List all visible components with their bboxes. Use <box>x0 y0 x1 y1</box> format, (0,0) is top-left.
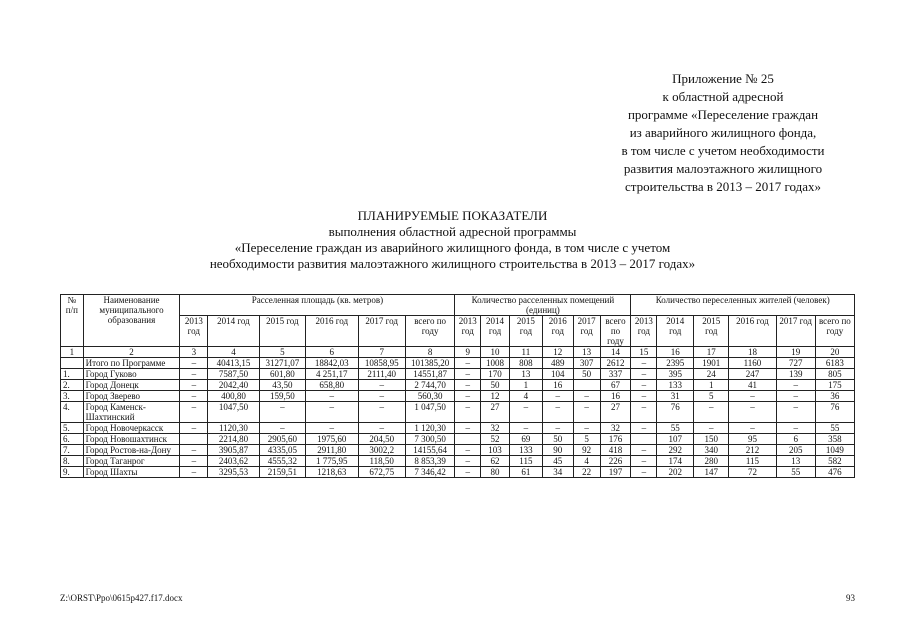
table-cell: – <box>631 445 657 456</box>
row-number: 4. <box>61 402 84 423</box>
table-cell: 52 <box>481 434 510 445</box>
table-cell: 22 <box>573 467 600 478</box>
table-row <box>61 445 855 456</box>
table-cell: – <box>776 423 815 434</box>
header-name: Наименование муниципального образования <box>83 295 180 347</box>
column-index-cell: 16 <box>657 347 694 358</box>
table-cell <box>455 434 481 445</box>
table-cell: – <box>573 402 600 423</box>
column-index-row <box>61 347 855 358</box>
column-index-cell: 5 <box>259 347 305 358</box>
table-cell: 104 <box>542 369 573 380</box>
table-cell: 2214,80 <box>208 434 259 445</box>
table-cell: 150 <box>694 434 729 445</box>
header-year: 2014 год <box>481 316 510 347</box>
table-cell <box>180 434 208 445</box>
header-group-people: Количество переселенных жителей (человек) <box>631 295 855 316</box>
table-cell: 45 <box>542 456 573 467</box>
table-cell: 489 <box>542 358 573 369</box>
header-year: 2017 год <box>573 316 600 347</box>
table-row <box>61 456 855 467</box>
title-line-4: необходимости развития малоэтажного жилищного строительства в 2013 – 2017 годах» <box>209 256 696 271</box>
table-cell: – <box>180 467 208 478</box>
table-cell: – <box>259 423 305 434</box>
table-cell: – <box>358 423 405 434</box>
column-index-cell: 2 <box>83 347 180 358</box>
table-cell: – <box>776 391 815 402</box>
table-cell: – <box>180 445 208 456</box>
table-cell: 601,80 <box>259 369 305 380</box>
table-cell: 18842,03 <box>306 358 359 369</box>
header-year: всего по году <box>600 316 631 347</box>
table-cell: 55 <box>657 423 694 434</box>
table-cell: 95 <box>729 434 776 445</box>
table-cell: – <box>573 391 600 402</box>
table-cell: 139 <box>776 369 815 380</box>
appendix-line: Приложение № 25 <box>672 71 774 86</box>
municipality-name: Город Новочеркасск <box>83 423 180 434</box>
municipality-name: Город Каменск-Шахтинский <box>83 402 180 423</box>
table-cell: – <box>358 380 405 391</box>
table-cell: – <box>509 423 542 434</box>
column-index-cell: 1 <box>61 347 84 358</box>
header-num: № п/п <box>61 295 84 347</box>
column-index-cell: 19 <box>776 347 815 358</box>
table-cell: – <box>455 391 481 402</box>
table-cell: – <box>306 402 359 423</box>
table-cell: 10858,95 <box>358 358 405 369</box>
header-year: 2015 год <box>259 316 305 347</box>
table-cell: 202 <box>657 467 694 478</box>
table-cell: – <box>694 423 729 434</box>
table-cell: 400,80 <box>208 391 259 402</box>
table-cell: 118,50 <box>358 456 405 467</box>
table-cell: 27 <box>600 402 631 423</box>
table-cell: 27 <box>481 402 510 423</box>
table-cell: – <box>306 423 359 434</box>
table-cell: 31 <box>657 391 694 402</box>
table-cell: 1901 <box>694 358 729 369</box>
header-year: 2017 год <box>358 316 405 347</box>
table-cell: 50 <box>481 380 510 391</box>
document-title <box>0 208 905 272</box>
table-cell: – <box>542 391 573 402</box>
table-cell: 8 853,39 <box>405 456 454 467</box>
municipality-name: Город Таганрог <box>83 456 180 467</box>
table-cell: 36 <box>815 391 854 402</box>
table-cell: 92 <box>573 445 600 456</box>
header-year: 2013 год <box>631 316 657 347</box>
table-cell: 2111,40 <box>358 369 405 380</box>
table-cell: – <box>180 402 208 423</box>
municipality-name: Город Ростов-на-Дону <box>83 445 180 456</box>
header-year: всего по году <box>815 316 854 347</box>
municipality-name: Город Зверево <box>83 391 180 402</box>
table-cell: 2403,62 <box>208 456 259 467</box>
table-cell: 337 <box>600 369 631 380</box>
column-index-cell: 12 <box>542 347 573 358</box>
column-index-cell: 17 <box>694 347 729 358</box>
table-cell: 80 <box>481 467 510 478</box>
table-row <box>61 434 855 445</box>
appendix-line: строительства в 2013 – 2017 годах» <box>624 179 822 194</box>
table-cell: 115 <box>729 456 776 467</box>
table-cell: 560,30 <box>405 391 454 402</box>
table-cell: – <box>180 391 208 402</box>
table-cell: – <box>729 391 776 402</box>
table-cell: 1008 <box>481 358 510 369</box>
table-cell: 2 744,70 <box>405 380 454 391</box>
table-row <box>61 467 855 478</box>
table-cell: 658,80 <box>306 380 359 391</box>
table-cell: 340 <box>694 445 729 456</box>
row-number <box>61 358 84 369</box>
table-cell: 197 <box>600 467 631 478</box>
table-cell: 4 <box>509 391 542 402</box>
table-cell: – <box>358 402 405 423</box>
table-cell: 7 300,50 <box>405 434 454 445</box>
table-cell: 2159,51 <box>259 467 305 478</box>
table-cell: 69 <box>509 434 542 445</box>
table-cell: – <box>180 369 208 380</box>
header-group-units: Количество расселенных помещений (единиц) <box>455 295 631 316</box>
row-number: 2. <box>61 380 84 391</box>
table-cell: – <box>631 456 657 467</box>
table-cell: – <box>776 402 815 423</box>
title-line-2: выполнения областной адресной программы <box>328 224 577 239</box>
table-cell: 13 <box>776 456 815 467</box>
table-cell: 1120,30 <box>208 423 259 434</box>
table-cell: 5 <box>694 391 729 402</box>
table-cell: 418 <box>600 445 631 456</box>
table-cell: – <box>180 380 208 391</box>
column-index-cell: 4 <box>208 347 259 358</box>
table-cell: – <box>509 402 542 423</box>
header-year: всего по году <box>405 316 454 347</box>
table-cell: 159,50 <box>259 391 305 402</box>
table-cell: 672,75 <box>358 467 405 478</box>
table-cell: – <box>306 391 359 402</box>
municipality-name: Город Новошахтинск <box>83 434 180 445</box>
header-year: 2014 год <box>657 316 694 347</box>
appendix-line: из аварийного жилищного фонда, <box>629 125 817 140</box>
table-cell: 805 <box>815 369 854 380</box>
table-cell: 14551,87 <box>405 369 454 380</box>
table-cell: – <box>358 391 405 402</box>
table-cell: 1160 <box>729 358 776 369</box>
table-cell: 280 <box>694 456 729 467</box>
title-line-3: «Переселение граждан из аварийного жилищного фонда, в том числе с учетом <box>234 240 671 255</box>
table-cell: 226 <box>600 456 631 467</box>
table-row <box>61 358 855 369</box>
table-cell: – <box>180 423 208 434</box>
header-year: 2015 год <box>509 316 542 347</box>
column-index-cell: 20 <box>815 347 854 358</box>
table-cell: 133 <box>657 380 694 391</box>
table-cell: – <box>631 423 657 434</box>
table-cell: – <box>631 402 657 423</box>
table-cell: 176 <box>600 434 631 445</box>
table-cell: 808 <box>509 358 542 369</box>
table-cell: 62 <box>481 456 510 467</box>
table-cell: 34 <box>542 467 573 478</box>
table-cell: 31271,07 <box>259 358 305 369</box>
table-head <box>61 295 855 347</box>
table-cell: 76 <box>815 402 854 423</box>
column-index-cell: 10 <box>481 347 510 358</box>
table-cell: 13 <box>509 369 542 380</box>
table-cell: 2042,40 <box>208 380 259 391</box>
table-cell: 7587,50 <box>208 369 259 380</box>
header-year: 2013 год <box>455 316 481 347</box>
table-cell: 147 <box>694 467 729 478</box>
table-cell: 476 <box>815 467 854 478</box>
table-cell: 3905,87 <box>208 445 259 456</box>
header-year: 2016 год <box>729 316 776 347</box>
table-cell: 6 <box>776 434 815 445</box>
file-path: Z:\ORST\Ppo\0615p427.f17.docx <box>60 593 183 603</box>
header-year: 2015 год <box>694 316 729 347</box>
row-number: 9. <box>61 467 84 478</box>
header-year: 2016 год <box>542 316 573 347</box>
appendix-line: развития малоэтажного жилищного <box>623 161 823 176</box>
row-number: 6. <box>61 434 84 445</box>
table-cell: 2911,80 <box>306 445 359 456</box>
table-cell: 16 <box>600 391 631 402</box>
table-cell: 103 <box>481 445 510 456</box>
table-row <box>61 380 855 391</box>
table-cell: 4 <box>573 456 600 467</box>
title-main: ПЛАНИРУЕМЫЕ ПОКАЗАТЕЛИ <box>357 208 548 223</box>
table-cell: 61 <box>509 467 542 478</box>
table-cell: – <box>631 380 657 391</box>
table-cell: – <box>455 467 481 478</box>
table-cell: 32 <box>600 423 631 434</box>
table-cell: 12 <box>481 391 510 402</box>
table-cell: 2395 <box>657 358 694 369</box>
table-cell: – <box>694 402 729 423</box>
table-cell: 40413,15 <box>208 358 259 369</box>
table-row <box>61 423 855 434</box>
table-cell: – <box>573 423 600 434</box>
table-row <box>61 402 855 423</box>
table-cell: 174 <box>657 456 694 467</box>
table-cell: 1218,63 <box>306 467 359 478</box>
table-cell: 2612 <box>600 358 631 369</box>
table-cell: – <box>455 456 481 467</box>
table-cell: 3295,53 <box>208 467 259 478</box>
table-cell: 67 <box>600 380 631 391</box>
municipality-name: Город Гуково <box>83 369 180 380</box>
table-cell: 205 <box>776 445 815 456</box>
table-cell: 4555,32 <box>259 456 305 467</box>
table-cell <box>573 380 600 391</box>
column-index-cell: 11 <box>509 347 542 358</box>
row-number: 5. <box>61 423 84 434</box>
table-cell: 1 047,50 <box>405 402 454 423</box>
table-cell: 175 <box>815 380 854 391</box>
table-cell: 1049 <box>815 445 854 456</box>
table-cell: – <box>776 380 815 391</box>
column-index-cell: 8 <box>405 347 454 358</box>
table-cell: – <box>631 467 657 478</box>
table-cell: 72 <box>729 467 776 478</box>
column-index-cell: 14 <box>600 347 631 358</box>
table-cell: – <box>455 358 481 369</box>
table-cell: 50 <box>542 434 573 445</box>
table-cell: 133 <box>509 445 542 456</box>
appendix-line: в том числе с учетом необходимости <box>621 143 825 158</box>
table-cell: 358 <box>815 434 854 445</box>
table-body <box>61 347 855 478</box>
indicators-table <box>60 294 855 478</box>
table-cell: 41 <box>729 380 776 391</box>
table-cell: 1047,50 <box>208 402 259 423</box>
table-cell <box>631 434 657 445</box>
header-year: 2016 год <box>306 316 359 347</box>
table-cell: 107 <box>657 434 694 445</box>
table-cell: – <box>180 456 208 467</box>
table-cell: – <box>180 358 208 369</box>
table-cell: 43,50 <box>259 380 305 391</box>
table-cell: – <box>729 402 776 423</box>
table-cell: 4335,05 <box>259 445 305 456</box>
table-row <box>61 369 855 380</box>
page-number: 93 <box>846 593 855 603</box>
table-cell: 5 <box>573 434 600 445</box>
table-cell: – <box>631 369 657 380</box>
column-index-cell: 9 <box>455 347 481 358</box>
municipality-name: Город Донецк <box>83 380 180 391</box>
table-cell: 115 <box>509 456 542 467</box>
column-index-cell: 3 <box>180 347 208 358</box>
table-cell: 14155,64 <box>405 445 454 456</box>
table-cell: 55 <box>815 423 854 434</box>
table-cell: – <box>455 369 481 380</box>
table-cell: 1 <box>509 380 542 391</box>
table-cell: 24 <box>694 369 729 380</box>
table-cell: 292 <box>657 445 694 456</box>
table-row <box>61 391 855 402</box>
table-cell: 727 <box>776 358 815 369</box>
table-cell: – <box>542 423 573 434</box>
table-cell: 4 251,17 <box>306 369 359 380</box>
table-cell: 101385,20 <box>405 358 454 369</box>
table-cell: – <box>259 402 305 423</box>
table-cell: 247 <box>729 369 776 380</box>
table-cell: 90 <box>542 445 573 456</box>
table-cell: 76 <box>657 402 694 423</box>
row-number: 3. <box>61 391 84 402</box>
table-cell: 204,50 <box>358 434 405 445</box>
municipality-name: Город Шахты <box>83 467 180 478</box>
table-cell: 1975,60 <box>306 434 359 445</box>
table-cell: 7 346,42 <box>405 467 454 478</box>
row-number: 1. <box>61 369 84 380</box>
header-year: 2013 год <box>180 316 208 347</box>
table-cell: 1 <box>694 380 729 391</box>
table-cell: 2905,60 <box>259 434 305 445</box>
column-index-cell: 13 <box>573 347 600 358</box>
table-cell: – <box>455 380 481 391</box>
appendix-block <box>593 70 853 196</box>
header-group-area: Расселенная площадь (кв. метров) <box>180 295 455 316</box>
header-year: 2014 год <box>208 316 259 347</box>
table-cell: – <box>631 358 657 369</box>
appendix-line: к областной адресной <box>662 89 784 104</box>
table-cell: – <box>729 423 776 434</box>
table-cell: 1 120,30 <box>405 423 454 434</box>
municipality-name: Итого по Программе <box>83 358 180 369</box>
table-cell: 6183 <box>815 358 854 369</box>
row-number: 7. <box>61 445 84 456</box>
table-cell: 170 <box>481 369 510 380</box>
table-cell: – <box>455 402 481 423</box>
appendix-line: программе «Переселение граждан <box>627 107 819 122</box>
table-cell: – <box>631 391 657 402</box>
column-index-cell: 6 <box>306 347 359 358</box>
table-cell: 582 <box>815 456 854 467</box>
column-index-cell: 15 <box>631 347 657 358</box>
table-cell: 55 <box>776 467 815 478</box>
table-cell: – <box>542 402 573 423</box>
row-number: 8. <box>61 456 84 467</box>
column-index-cell: 18 <box>729 347 776 358</box>
header-year: 2017 год <box>776 316 815 347</box>
table-cell: 212 <box>729 445 776 456</box>
table-cell: 32 <box>481 423 510 434</box>
table-cell: 3002,2 <box>358 445 405 456</box>
table-cell: 1 775,95 <box>306 456 359 467</box>
column-index-cell: 7 <box>358 347 405 358</box>
table-cell: 395 <box>657 369 694 380</box>
table-cell: 50 <box>573 369 600 380</box>
table-cell: 16 <box>542 380 573 391</box>
table-cell: – <box>455 423 481 434</box>
table-cell: 307 <box>573 358 600 369</box>
table-cell: – <box>455 445 481 456</box>
